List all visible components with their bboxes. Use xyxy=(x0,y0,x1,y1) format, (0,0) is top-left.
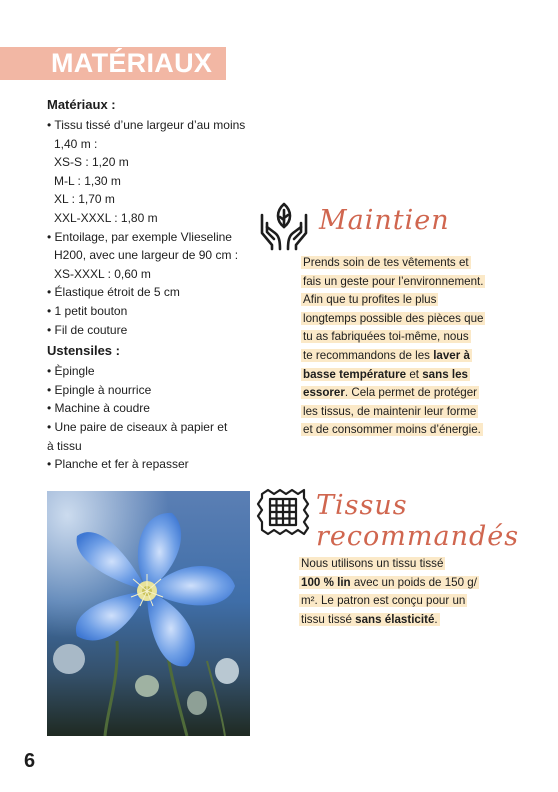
materials-list xyxy=(47,116,262,339)
materials-heading: Matériaux : xyxy=(47,97,116,112)
fabric-line: m². Le patron est conçu pour un xyxy=(301,594,466,608)
tools-list xyxy=(47,362,262,474)
materials-item: XS-XXXL : 0,60 m xyxy=(54,266,151,281)
flower-photo xyxy=(47,491,250,736)
tools-item: • Èpingle xyxy=(47,364,95,379)
care-line: tu as fabriquées toi-même, nous xyxy=(303,330,469,344)
care-emphasis: basse température xyxy=(303,367,407,381)
fabric-title: Tissus recommandés xyxy=(316,490,520,552)
page-title: MATÉRIAUX xyxy=(51,48,213,78)
care-emphasis: sans les xyxy=(422,367,468,381)
materials-item: • Fil de couture xyxy=(47,322,128,337)
care-line: et xyxy=(406,367,423,381)
care-line: Afin que tu profites le plus xyxy=(303,293,437,307)
fabric-line: avec un poids de 150 g/ xyxy=(350,575,477,589)
materials-item: XXL-XXXL : 1,80 m xyxy=(54,210,158,225)
care-line: les tissus, de maintenir leur forme xyxy=(303,404,477,418)
tools-item: • Epingle à nourrice xyxy=(47,382,152,397)
hands-leaf-icon xyxy=(258,201,310,251)
care-line: . Cela permet de protéger xyxy=(344,386,478,400)
tools-heading: Ustensiles : xyxy=(47,343,120,359)
fabric-weave-icon xyxy=(256,486,310,538)
fabric-emphasis: sans élasticité xyxy=(355,612,435,626)
materials-item: XL : 1,70 m xyxy=(54,192,115,207)
tools-item: à tissu xyxy=(47,438,82,453)
title-band xyxy=(0,47,226,80)
fabric-paragraph xyxy=(299,555,514,629)
care-title: Maintien xyxy=(319,205,450,236)
materials-item: M-L : 1,30 m xyxy=(54,173,121,188)
materials-item: • 1 petit bouton xyxy=(47,303,128,318)
materials-item: 1,40 m : xyxy=(54,136,98,151)
fabric-line: tissu tissé xyxy=(301,612,356,626)
care-line: Prends soin de tes vêtements et xyxy=(303,256,469,269)
tools-item: • Une paire de ciseaux à papier et xyxy=(47,419,228,434)
tools-item: • Planche et fer à repasser xyxy=(47,457,189,472)
care-line: longtemps possible des pièces que xyxy=(303,311,484,325)
care-emphasis: essorer xyxy=(303,386,345,400)
tools-item: • Machine à coudre xyxy=(47,401,150,416)
materials-column xyxy=(47,96,262,474)
materials-item: XS-S : 1,20 m xyxy=(54,155,129,170)
fabric-emphasis: 100 % lin xyxy=(301,575,351,589)
materials-item: • Tissu tissé d’une largeur d’au moins xyxy=(47,118,246,132)
care-line: te recommandons de les xyxy=(303,348,434,362)
materials-item: H200, avec une largeur de 90 cm : xyxy=(54,248,239,263)
care-line: et de consommer moins d’énergie. xyxy=(303,423,481,437)
care-paragraph xyxy=(301,254,516,440)
fabric-line: Nous utilisons un tissu tissé xyxy=(301,557,444,570)
fabric-line: . xyxy=(434,612,438,626)
page-number: 6 xyxy=(24,750,36,772)
care-line: fais un geste pour l’environnement. xyxy=(303,274,484,288)
materials-item: • Entoilage, par exemple Vlieseline xyxy=(47,229,232,244)
care-emphasis: laver à xyxy=(433,348,470,362)
materials-item: • Élastique étroit de 5 cm xyxy=(47,285,180,300)
